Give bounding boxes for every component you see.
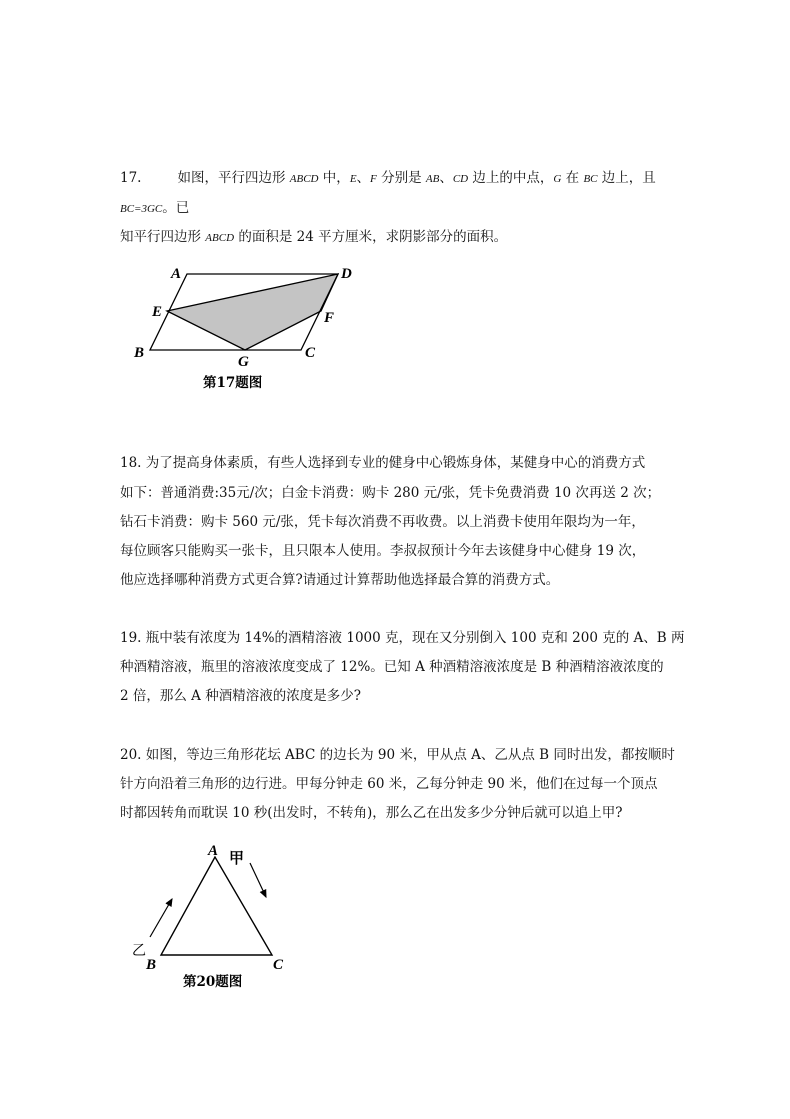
- q17-text: 边上，且: [597, 170, 656, 186]
- q17-caption: 第17题图: [203, 375, 263, 391]
- q20-triangle: [161, 857, 272, 955]
- q20-label-a: A: [208, 843, 219, 859]
- q20-line: 时都因转角而耽误 10 秒(出发时，不转角)，那么乙在出发多少分钟后就可以追上甲?: [120, 805, 623, 821]
- q19-line: 2 倍，那么 A 种酒精溶液的浓度是多少?: [120, 688, 361, 704]
- q17-text: 知平行四边形: [120, 229, 206, 245]
- q17-text: 如图，平行四边形: [177, 170, 290, 186]
- q17-text: 在: [561, 170, 584, 186]
- q17-shaded-region: [167, 274, 338, 350]
- q17-label-g: G: [238, 354, 249, 370]
- q20-arrow-yi: [150, 899, 172, 937]
- q17-text: 、: [439, 170, 453, 186]
- q17-label-c: C: [305, 345, 316, 361]
- q17-var: CD: [452, 173, 469, 185]
- q17-var: AB: [425, 173, 440, 185]
- q17-text: 的面积是 24 平方厘米，求阴影部分的面积。: [234, 229, 508, 245]
- q20-label-jia: 甲: [229, 849, 245, 867]
- q17-line-3: [120, 225, 507, 245]
- q18-line: 每位顾客只能购买一张卡，且只限本人使用。李叔叔预计今年去该健身中心健身 19 次，: [120, 543, 646, 559]
- q20-caption: 第20题图: [183, 974, 243, 990]
- q17-text: 。已: [162, 200, 190, 216]
- q17-line-2: [120, 196, 189, 216]
- q17-label-e: E: [152, 304, 163, 320]
- q17-number: 17.: [120, 170, 142, 186]
- q20-label-yi: 乙: [132, 943, 146, 959]
- q17-label-f: F: [324, 310, 335, 326]
- q17-expression: BC=3GC: [120, 203, 163, 215]
- q17-var: BC: [583, 173, 598, 185]
- q20-label-b: B: [146, 957, 157, 973]
- q18-line: 如下：普通消费:35元/次；白金卡消费：购卡 280 元/张，凭卡免费消费 10 次再送 2 次；: [120, 485, 661, 501]
- q17-var: G: [553, 173, 562, 185]
- q17-label-b: B: [134, 345, 145, 361]
- q19-line: 19. 瓶中装有浓度为 14%的酒精溶液 1000 克，现在又分别倒入 100 克和 200 克的 A、B 两: [120, 630, 685, 646]
- q20-label-c: C: [273, 957, 284, 973]
- q18-line: 18. 为了提高身体素质，有些人选择到专业的健身中心锻炼身体，某健身中心的消费方式: [120, 455, 646, 471]
- q17-var: ABCD: [205, 232, 235, 244]
- q18-line: 钻石卡消费：购卡 560 元/张，凭卡每次消费不再收费。以上消费卡使用年限均为一年，: [120, 514, 645, 530]
- q20-line: 20. 如图，等边三角形花坛 ABC 的边长为 90 米，甲从点 A、乙从点 B 同时出发，都按顺时: [120, 747, 675, 763]
- q20-arrow-jia: [250, 863, 266, 897]
- q17-var: ABCD: [289, 173, 319, 185]
- q17-label-d: D: [341, 266, 352, 282]
- q19-line: 种酒精溶液，瓶里的溶液浓度变成了 12%。已知 A 种酒精溶液浓度是 B 种酒精溶液浓度的: [120, 659, 664, 675]
- q17-text: 分别是: [376, 170, 426, 186]
- q17-line-1: [120, 166, 656, 186]
- q20-figure: [128, 835, 308, 995]
- q17-label-a: A: [171, 266, 182, 282]
- q18-line: 他应选择哪种消费方式更合算?请通过计算帮助他选择最合算的消费方式。: [120, 572, 560, 588]
- q20-line: 针方向沿着三角形的边行进。甲每分钟走 60 米，乙每分钟走 90 米，他们在过每一个顶点: [120, 776, 658, 792]
- q17-text: 中，: [318, 170, 350, 186]
- q17-figure: [125, 258, 375, 398]
- q17-var: F: [370, 173, 377, 185]
- q17-text: 、: [356, 170, 371, 186]
- q17-var: E: [349, 173, 357, 185]
- q17-text: 边上的中点，: [468, 170, 554, 186]
